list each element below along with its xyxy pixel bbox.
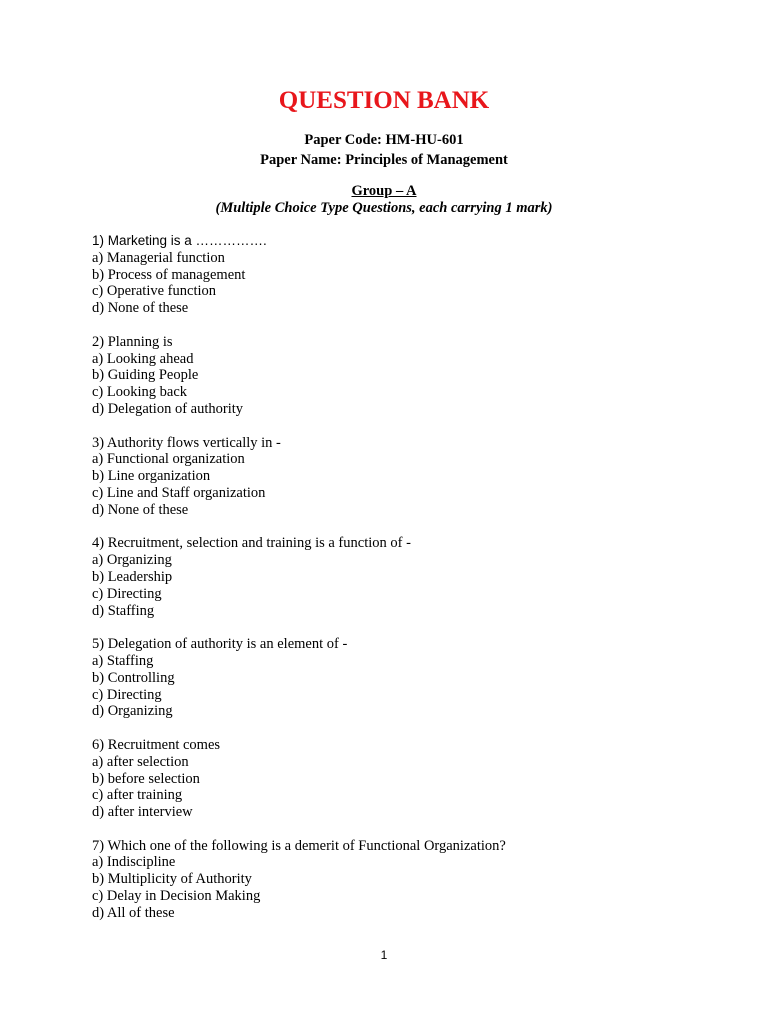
question-item (92, 233, 712, 317)
answer-option: a) after selection (92, 753, 189, 770)
answer-option: c) Directing (92, 585, 162, 602)
paper-code: Paper Code: HM-HU-601 (304, 132, 464, 148)
group-subheading: (Multiple Choice Type Questions, each carrying 1 mark) (215, 200, 553, 216)
question-item (92, 535, 712, 619)
answer-option: d) Staffing (92, 602, 155, 619)
answer-option: c) Operative function (92, 283, 217, 300)
question-item (92, 636, 712, 720)
answer-option: a) Managerial function (92, 249, 225, 266)
answer-option: b) Leadership (92, 568, 173, 585)
answer-option: a) Indiscipline (92, 854, 176, 871)
answer-option: b) Controlling (92, 669, 175, 686)
answer-option: d) None of these (92, 501, 189, 518)
answer-option: a) Staffing (92, 652, 154, 669)
question-stem: 7) Which one of the following is a demerit of Functional Organization? (92, 837, 506, 854)
answer-option: d) All of these (92, 904, 175, 921)
question-item (92, 334, 712, 418)
answer-option: b) Line organization (92, 468, 211, 485)
answer-option: b) before selection (92, 770, 200, 787)
question-item (92, 838, 712, 922)
answer-option: d) after interview (92, 804, 193, 821)
answer-option: c) Looking back (92, 384, 188, 401)
answer-option: d) Delegation of authority (92, 400, 243, 417)
group-heading: Group – A (351, 183, 417, 199)
question-stem: 5) Delegation of authority is an element of - (92, 636, 348, 653)
answer-option: a) Looking ahead (92, 350, 194, 367)
question-item (92, 435, 712, 519)
question-stem: 2) Planning is (92, 333, 173, 350)
answer-option: c) after training (92, 787, 183, 804)
paper-name: Paper Name: Principles of Management (260, 152, 508, 168)
answer-option: c) Delay in Decision Making (92, 888, 261, 905)
answer-option: d) None of these (92, 300, 189, 317)
question-stem: 3) Authority flows vertically in - (92, 434, 281, 451)
page-number: 1 (380, 948, 388, 962)
question-stem: 1) Marketing is a ……………. (92, 233, 267, 248)
question-item (92, 737, 712, 821)
document-title: QUESTION BANK (278, 87, 490, 114)
answer-option: a) Functional organization (92, 451, 245, 468)
question-stem: 4) Recruitment, selection and training is a function of - (92, 535, 411, 552)
answer-option: b) Process of management (92, 266, 246, 283)
answer-option: c) Directing (92, 686, 162, 703)
question-list (92, 233, 712, 938)
answer-option: b) Guiding People (92, 367, 199, 384)
answer-option: a) Organizing (92, 552, 172, 569)
answer-option: d) Organizing (92, 703, 173, 720)
question-stem: 6) Recruitment comes (92, 736, 221, 753)
answer-option: c) Line and Staff organization (92, 484, 266, 501)
answer-option: b) Multiplicity of Authority (92, 871, 252, 888)
